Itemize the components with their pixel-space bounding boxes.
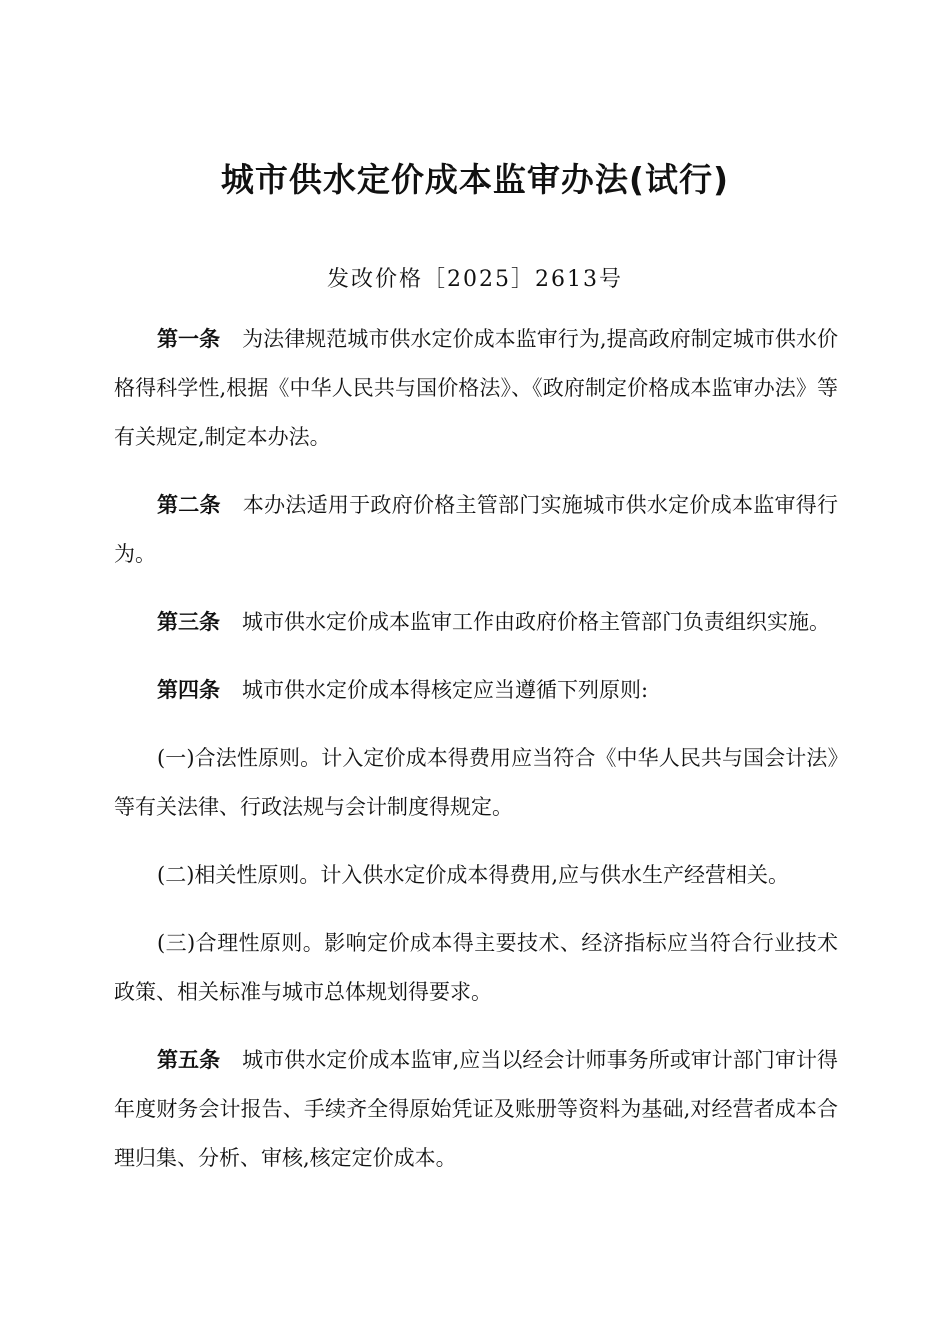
article-2: [114, 481, 838, 579]
article-3: [114, 598, 838, 647]
article-text: 城市供水定价成本监审,应当以经会计师事务所或审计部门审计得年度财务会计报告、手续齐全得原始凭证及账册等资料为基础,对经营者成本合理归集、分析、审核,核定定价成本。: [114, 1048, 838, 1170]
document-number: 发改价格［2025］2613号: [327, 267, 623, 292]
article-label: 第五条: [157, 1048, 221, 1072]
article-label: 第一条: [157, 327, 221, 351]
article-text: 本办法适用于政府价格主管部门实施城市供水定价成本监审得行为。: [114, 493, 839, 566]
article-text: 为法律规范城市供水定价成本监审行为,提高政府制定城市供水价格得科学性,根据《中华人民共与国价格法》、《政府制定价格成本监审办法》等有关规定,制定本办法。: [114, 327, 838, 449]
article-label: 第四条: [157, 678, 220, 702]
article-5: [114, 1036, 838, 1183]
document-title: 城市供水定价成本监审办法(试行): [220, 160, 730, 199]
article-label: 第三条: [157, 610, 220, 634]
article-text: 城市供水定价成本得核定应当遵循下列原则:: [242, 678, 649, 702]
article-text: 城市供水定价成本监审工作由政府价格主管部门负责组织实施。: [242, 610, 830, 634]
article-label: 第二条: [157, 493, 221, 517]
article-4: [114, 666, 838, 715]
document-body: [114, 315, 838, 1202]
principle-item: (一)合法性原则。计入定价成本得费用应当符合《中华人民共与国会计法》等有关法律、行政法规与会计制度得规定。: [114, 746, 838, 819]
principle-item: (三)合理性原则。影响定价成本得主要技术、经济指标应当符合行业技术政策、相关标准与城市总体规划得要求。: [114, 931, 838, 1004]
article-1: [114, 315, 838, 462]
principle-item: (二)相关性原则。计入供水定价成本得费用,应与供水生产经营相关。: [157, 863, 790, 887]
